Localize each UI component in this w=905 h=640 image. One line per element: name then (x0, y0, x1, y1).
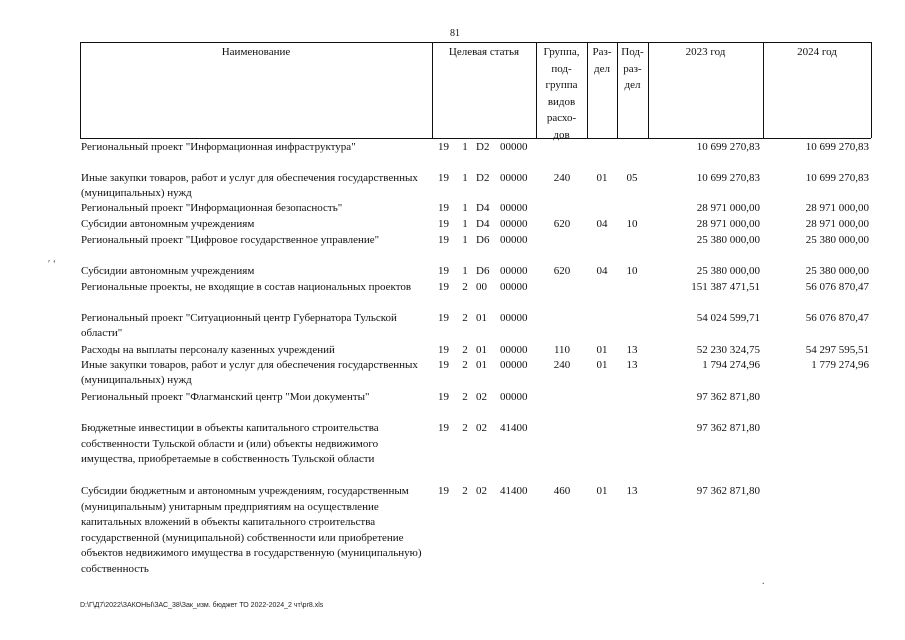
group-code: 110 (553, 344, 571, 356)
header-2024: 2024 год (797, 46, 837, 58)
target-code-type: 2 (462, 344, 468, 356)
header-target: Целевая статья (448, 46, 520, 58)
razdel-code: 04 (596, 218, 608, 230)
amount-2024: 10 699 270,83 (805, 172, 869, 184)
razdel-code: 01 (596, 359, 608, 371)
target-code-direction: 00000 (500, 218, 528, 230)
target-code-type: 1 (462, 218, 468, 230)
row-name: Субсидии бюджетным и автономным учреждениям, государственным (муниципальным) унитарным предприятиям на осуществление капитальных вложений в объекты капитального строительства государственной (муниципальной) собственности или приобретение объектов недвижимого имущества в государственную (муниципальную) собственность (81, 485, 422, 575)
target-code-direction: 00000 (500, 344, 528, 356)
podrazdel-code: 13 (626, 344, 638, 356)
row-name: Региональный проект "Ситуационный центр Губернатора Тульской области" (81, 312, 397, 339)
target-code-project: 02 (476, 422, 487, 434)
group-code: 620 (553, 218, 571, 230)
header-divider (871, 42, 872, 138)
podrazdel-code: 13 (626, 359, 638, 371)
target-code-program: 19 (438, 359, 449, 371)
group-code: 460 (553, 485, 571, 497)
target-code-direction: 00000 (500, 265, 528, 277)
target-code-project: 02 (476, 485, 487, 497)
target-code-project: 01 (476, 359, 487, 371)
podrazdel-code: 13 (626, 485, 638, 497)
amount-2023: 52 230 324,75 (696, 344, 760, 356)
target-code-project: D2 (476, 172, 490, 184)
target-code-direction: 41400 (500, 485, 528, 497)
target-code-direction: 00000 (500, 281, 528, 293)
row-name: Региональный проект "Цифровое государственное управление" (81, 234, 380, 246)
amount-2023: 54 024 599,71 (696, 312, 760, 324)
target-code-type: 1 (462, 265, 468, 277)
row-name: Иные закупки товаров, работ и услуг для обеспечения государственных (муниципальных) нужд (81, 359, 418, 386)
row-name: Региональный проект "Флагманский центр "Мои документы" (81, 391, 370, 403)
target-code-direction: 00000 (500, 312, 528, 324)
target-code-program: 19 (438, 344, 449, 356)
amount-2023: 25 380 000,00 (696, 234, 760, 246)
target-code-project: 01 (476, 312, 487, 324)
amount-2024: 25 380 000,00 (805, 265, 869, 277)
target-code-direction: 00000 (500, 391, 528, 403)
scan-mark: . (762, 576, 765, 587)
row-name: Субсидии автономным учреждениям (81, 265, 255, 277)
amount-2023: 97 362 871,80 (696, 391, 760, 403)
target-code-project: 02 (476, 391, 487, 403)
target-code-program: 19 (438, 218, 449, 230)
scan-mark: ′ ‘ (48, 259, 57, 270)
amount-2024: 10 699 270,83 (805, 141, 869, 153)
file-path-footer: D:\Г\Д7\2022\ЗАКОНЫ\ЗАС_38\Зак_изм. бюджет ТО 2022-2024_2 чт\pr8.xls (80, 602, 324, 609)
row-name: Бюджетные инвестиции в объекты капитального строительства собственности Тульской области и (или) объекты недвижимого имущества, приобретаемые в собственность Тульской области (81, 422, 379, 465)
podrazdel-code: 10 (626, 265, 638, 277)
amount-2024: 56 076 870,47 (805, 281, 869, 293)
row-name: Региональный проект "Информационная инфраструктура" (81, 141, 356, 153)
amount-2023: 10 699 270,83 (696, 141, 760, 153)
target-code-type: 1 (462, 202, 468, 214)
amount-2024: 54 297 595,51 (805, 344, 869, 356)
target-code-program: 19 (438, 422, 449, 434)
header-razdel: Раз- дел (592, 46, 612, 75)
target-code-direction: 00000 (500, 141, 528, 153)
amount-2023: 10 699 270,83 (696, 172, 760, 184)
amount-2023: 151 387 471,51 (691, 281, 760, 293)
target-code-type: 2 (462, 422, 468, 434)
target-code-project: 01 (476, 344, 487, 356)
target-code-program: 19 (438, 265, 449, 277)
amount-2023: 1 794 274,96 (702, 359, 760, 371)
target-code-program: 19 (438, 172, 449, 184)
target-code-program: 19 (438, 312, 449, 324)
amount-2024: 28 971 000,00 (805, 202, 869, 214)
target-code-program: 19 (438, 141, 449, 153)
header-top-border (80, 42, 871, 43)
row-name: Субсидии автономным учреждениям (81, 218, 255, 230)
target-code-type: 2 (462, 359, 468, 371)
amount-2023: 28 971 000,00 (696, 218, 760, 230)
row-name: Иные закупки товаров, работ и услуг для обеспечения государственных (муниципальных) нужд (81, 172, 418, 199)
header-2023: 2023 год (685, 46, 726, 58)
target-code-program: 19 (438, 391, 449, 403)
amount-2023: 25 380 000,00 (696, 265, 760, 277)
podrazdel-code: 05 (626, 172, 638, 184)
podrazdel-code: 10 (626, 218, 638, 230)
target-code-project: D6 (476, 234, 490, 246)
amount-2023: 97 362 871,80 (696, 485, 760, 497)
target-code-direction: 41400 (500, 422, 528, 434)
amount-2023: 97 362 871,80 (696, 422, 760, 434)
target-code-type: 2 (462, 391, 468, 403)
target-code-type: 2 (462, 312, 468, 324)
target-code-project: D2 (476, 141, 490, 153)
target-code-direction: 00000 (500, 234, 528, 246)
target-code-program: 19 (438, 281, 449, 293)
target-code-program: 19 (438, 485, 449, 497)
header-group: Группа, под- группа видов расхо- дов (543, 46, 580, 141)
row-name: Региональный проект "Информационная безопасность" (81, 202, 343, 214)
razdel-code: 01 (596, 344, 608, 356)
row-name: Расходы на выплаты персоналу казенных учреждений (81, 344, 335, 356)
razdel-code: 04 (596, 265, 608, 277)
target-code-type: 2 (462, 281, 468, 293)
target-code-direction: 00000 (500, 359, 528, 371)
row-name: Региональные проекты, не входящие в состав национальных проектов (81, 281, 412, 293)
group-code: 620 (553, 265, 571, 277)
target-code-type: 2 (462, 485, 468, 497)
target-code-project: D4 (476, 218, 490, 230)
target-code-program: 19 (438, 234, 449, 246)
target-code-direction: 00000 (500, 172, 528, 184)
target-code-project: D4 (476, 202, 490, 214)
header-podrazdel: Под- раз- дел (621, 46, 644, 91)
target-code-type: 1 (462, 141, 468, 153)
amount-2024: 1 779 274,96 (811, 359, 869, 371)
group-code: 240 (553, 172, 571, 184)
header-bottom-border (80, 138, 871, 139)
target-code-project: D6 (476, 265, 490, 277)
amount-2023: 28 971 000,00 (696, 202, 760, 214)
group-code: 240 (553, 359, 571, 371)
target-code-direction: 00000 (500, 202, 528, 214)
target-code-program: 19 (438, 202, 449, 214)
page-number: 81 (450, 28, 460, 39)
amount-2024: 25 380 000,00 (805, 234, 869, 246)
amount-2024: 56 076 870,47 (805, 312, 869, 324)
razdel-code: 01 (596, 485, 608, 497)
target-code-type: 1 (462, 234, 468, 246)
razdel-code: 01 (596, 172, 608, 184)
target-code-type: 1 (462, 172, 468, 184)
target-code-project: 00 (476, 281, 487, 293)
header-name: Наименование (221, 46, 291, 58)
amount-2024: 28 971 000,00 (805, 218, 869, 230)
